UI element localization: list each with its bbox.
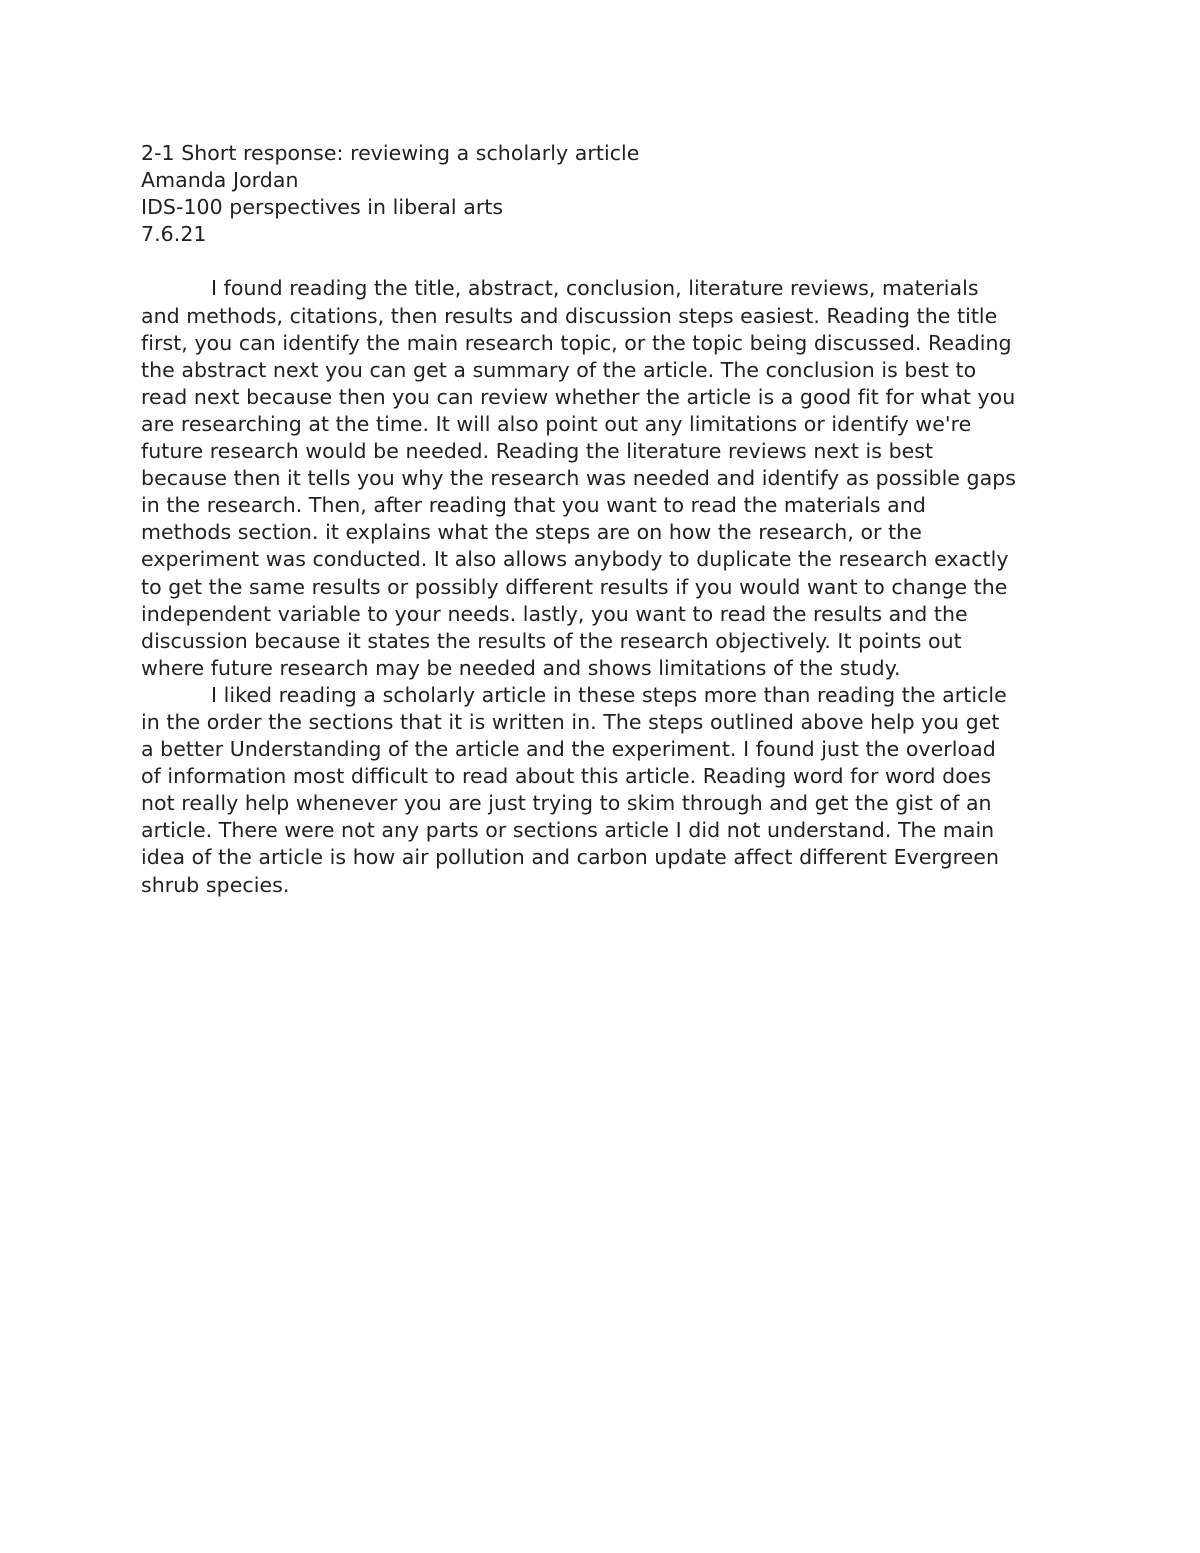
paragraph-line: because then it tells you why the research was needed and identify as possible gaps	[141, 466, 1017, 491]
paragraph-line: a better Understanding of the article and the experiment. I found just the overload	[141, 737, 996, 762]
course-name: IDS-100 perspectives in liberal arts	[141, 195, 504, 220]
blank-line	[141, 248, 1066, 275]
document-title: 2-1 Short response: reviewing a scholarly article	[141, 141, 640, 165]
paragraph-line: not really help whenever you are just trying to skim through and get the gist of an	[141, 791, 992, 816]
paragraph-line: I liked reading a scholarly article in these steps more than reading the article	[211, 682, 1007, 707]
paragraph-1	[141, 275, 1066, 681]
document-content	[141, 140, 1066, 899]
paragraph-line: to get the same results or possibly different results if you would want to change the	[141, 574, 1008, 599]
paragraph-line: read next because then you can review whether the article is a good fit for what you	[141, 384, 1016, 409]
document-date: 7.6.21	[141, 222, 207, 247]
paragraph-2	[141, 682, 1066, 899]
paragraph-line: are researching at the time. It will also point out any limitations or identify we're	[141, 411, 972, 436]
paragraph-line: in the order the sections that it is written in. The steps outlined above help you get	[141, 709, 1000, 734]
paragraph-line: and methods, citations, then results and discussion steps easiest. Reading the title	[141, 303, 998, 328]
paragraph-line: article. There were not any parts or sections article I did not understand. The main	[141, 818, 995, 843]
paragraph-line: in the research. Then, after reading that you want to read the materials and	[141, 493, 926, 518]
paragraph-line: the abstract next you can get a summary of the article. The conclusion is best to	[141, 357, 977, 382]
paragraph-line: shrub species.	[141, 872, 290, 897]
paragraph-line: of information most difficult to read about this article. Reading word for word does	[141, 764, 992, 789]
paragraph-line: first, you can identify the main research topic, or the topic being discussed. Reading	[141, 330, 1012, 355]
paragraph-line: where future research may be needed and shows limitations of the study.	[141, 655, 901, 680]
paragraph-line: experiment was conducted. It also allows anybody to duplicate the research exactly	[141, 547, 1009, 572]
paragraph-line: methods section. it explains what the steps are on how the research, or the	[141, 520, 922, 545]
paragraph-line: independent variable to your needs. lastly, you want to read the results and the	[141, 601, 968, 626]
author-name: Amanda Jordan	[141, 168, 299, 193]
paragraph-line: future research would be needed. Reading the literature reviews next is best	[141, 439, 934, 464]
paragraph-line: I found reading the title, abstract, conclusion, literature reviews, materials	[211, 276, 979, 301]
paragraph-line: discussion because it states the results of the research objectively. It points out	[141, 628, 962, 653]
paragraph-line: idea of the article is how air pollution and carbon update affect different Evergreen	[141, 845, 999, 870]
